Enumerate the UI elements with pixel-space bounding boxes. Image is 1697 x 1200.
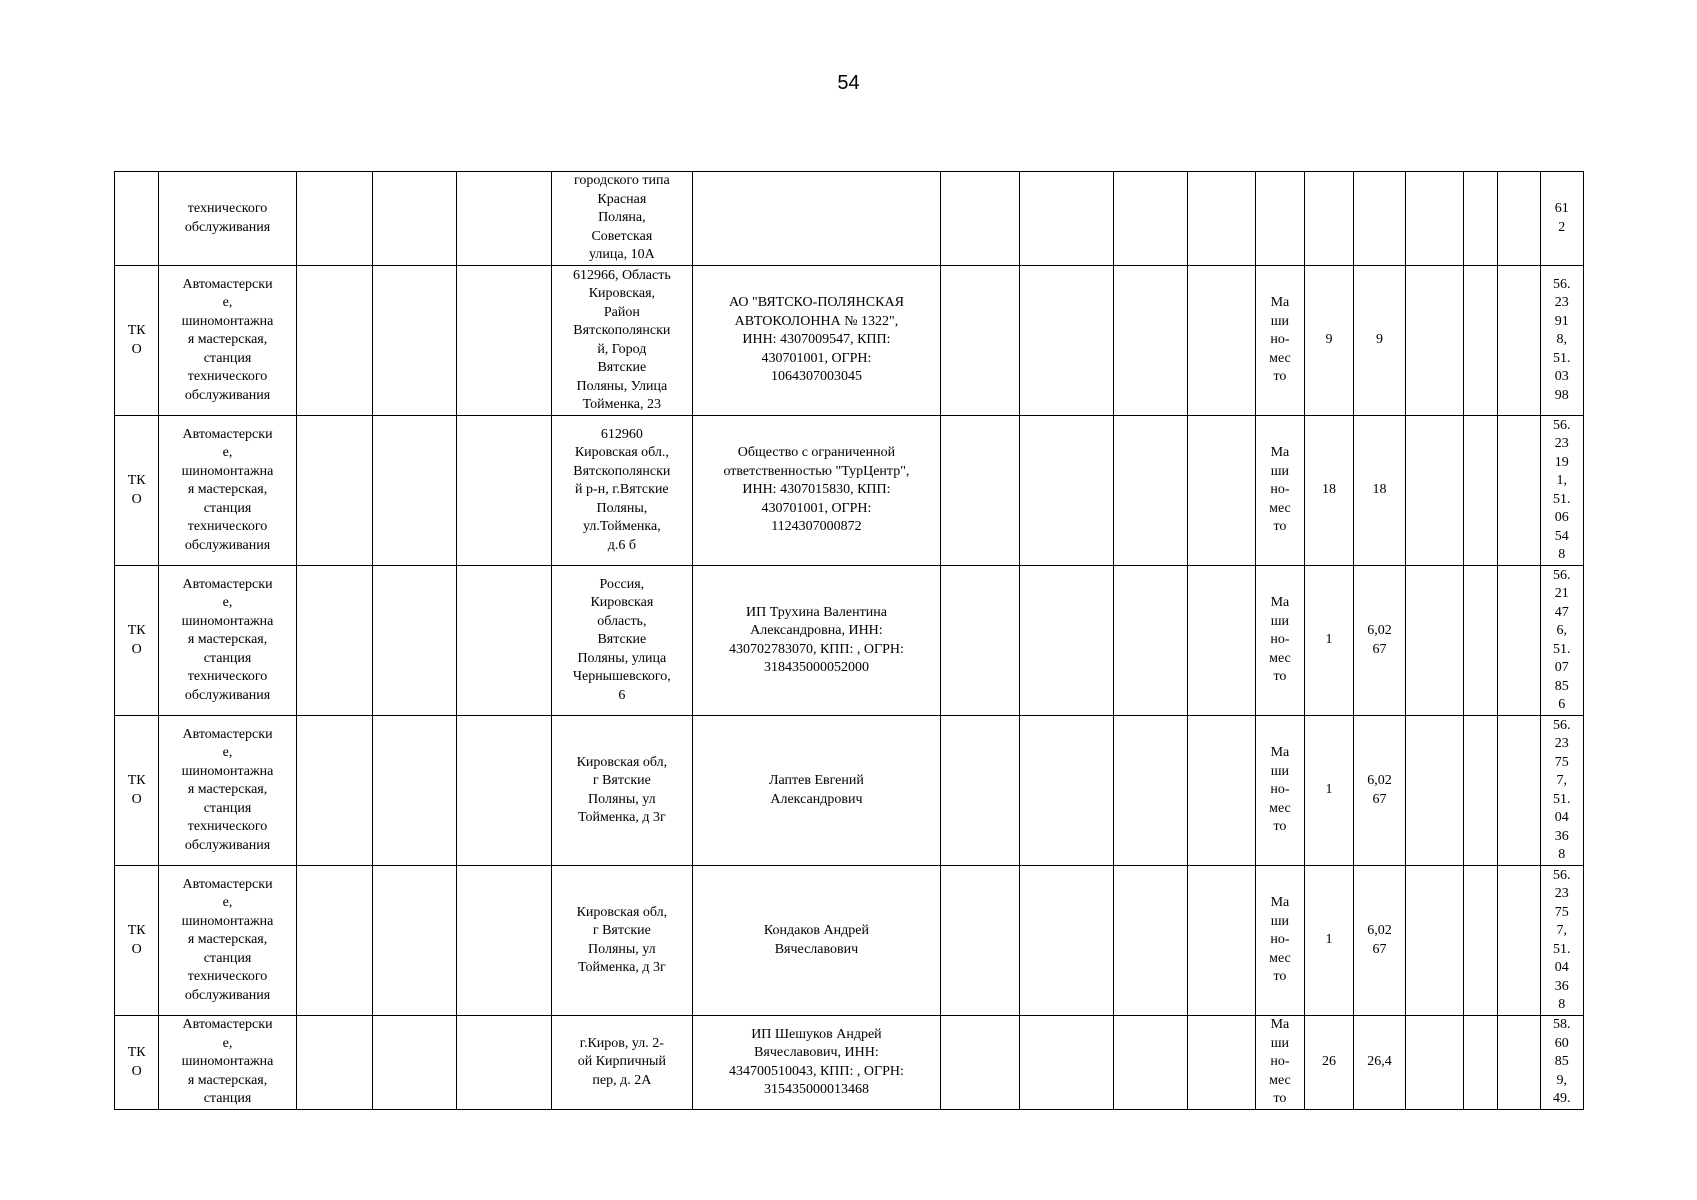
- unit-cell: Ма ши но- мес то: [1255, 866, 1305, 1016]
- coordinates-cell: 56. 21 47 6, 51. 07 85 6: [1540, 566, 1583, 716]
- address-cell: 612966, Область Кировская, Район Вятскополянски й, Город Вятские Поляны, Улица Тойменка, 23: [551, 266, 692, 416]
- empty-cell: [1187, 416, 1255, 566]
- count-cell: 1: [1305, 866, 1354, 1016]
- coordinates-cell: 56. 23 91 8, 51. 03 98: [1540, 266, 1583, 416]
- empty-cell: [1464, 1016, 1498, 1110]
- value-cell: 6,02 67: [1353, 716, 1406, 866]
- organization-cell: ИП Трухина Валентина Александровна, ИНН: 430702783070, КПП: , ОГРН: 318435000052000: [693, 566, 941, 716]
- empty-cell: [940, 1016, 1019, 1110]
- empty-cell: [1498, 172, 1540, 266]
- empty-cell: [1498, 866, 1540, 1016]
- empty-cell: [1114, 716, 1187, 866]
- object-name-cell: Автомастерски е, шиномонтажна я мастерская, станция технического обслуживания: [159, 566, 296, 716]
- empty-cell: [1406, 566, 1464, 716]
- empty-cell: [456, 266, 551, 416]
- empty-cell: [456, 1016, 551, 1110]
- empty-cell: [1187, 266, 1255, 416]
- unit-cell: Ма ши но- мес то: [1255, 566, 1305, 716]
- empty-cell: [1464, 716, 1498, 866]
- empty-cell: [373, 566, 457, 716]
- organization-cell: Кондаков Андрей Вячеславович: [693, 866, 941, 1016]
- empty-cell: [1020, 566, 1114, 716]
- unit-cell: Ма ши но- мес то: [1255, 1016, 1305, 1110]
- empty-cell: [296, 866, 372, 1016]
- empty-cell: [1187, 866, 1255, 1016]
- value-cell: 18: [1353, 416, 1406, 566]
- address-cell: 612960 Кировская обл., Вятскополянски й р-н, г.Вятские Поляны, ул.Тойменка, д.6 б: [551, 416, 692, 566]
- count-cell: 18: [1305, 416, 1354, 566]
- waste-type-cell: ТК О: [115, 716, 159, 866]
- empty-cell: [296, 1016, 372, 1110]
- coordinates-cell: 56. 23 75 7, 51. 04 36 8: [1540, 716, 1583, 866]
- empty-cell: [1114, 172, 1187, 266]
- table-row: [115, 172, 1584, 266]
- object-name-cell: Автомастерски е, шиномонтажна я мастерская, станция технического обслуживания: [159, 866, 296, 1016]
- organization-cell: ИП Шешуков Андрей Вячеславович, ИНН: 434700510043, КПП: , ОГРН: 315435000013468: [693, 1016, 941, 1110]
- table-row: [115, 266, 1584, 416]
- empty-cell: [296, 416, 372, 566]
- empty-cell: [373, 1016, 457, 1110]
- empty-cell: [1464, 866, 1498, 1016]
- empty-cell: [940, 866, 1019, 1016]
- empty-cell: [1406, 716, 1464, 866]
- coordinates-cell: 58. 60 85 9, 49.: [1540, 1016, 1583, 1110]
- unit-cell: Ма ши но- мес то: [1255, 266, 1305, 416]
- table-row: [115, 566, 1584, 716]
- empty-cell: [1406, 866, 1464, 1016]
- empty-cell: [1464, 416, 1498, 566]
- organization-cell: Лаптев Евгений Александрович: [693, 716, 941, 866]
- organization-cell: Общество с ограниченной ответственностью "ТурЦентр", ИНН: 4307015830, КПП: 430701001, ОГРН: 1124307000872: [693, 416, 941, 566]
- empty-cell: [1114, 1016, 1187, 1110]
- empty-cell: [296, 566, 372, 716]
- organization-cell: [693, 172, 941, 266]
- empty-cell: [456, 566, 551, 716]
- count-cell: 1: [1305, 716, 1354, 866]
- unit-cell: Ма ши но- мес то: [1255, 416, 1305, 566]
- empty-cell: [373, 716, 457, 866]
- empty-cell: [373, 266, 457, 416]
- empty-cell: [296, 266, 372, 416]
- empty-cell: [1498, 566, 1540, 716]
- empty-cell: [1406, 416, 1464, 566]
- empty-cell: [940, 172, 1019, 266]
- empty-cell: [1187, 172, 1255, 266]
- empty-cell: [373, 866, 457, 1016]
- table-row: [115, 416, 1584, 566]
- empty-cell: [456, 716, 551, 866]
- address-cell: Россия, Кировская область, Вятские Поляны, улица Чернышевского, 6: [551, 566, 692, 716]
- page-number: 54: [837, 72, 860, 94]
- empty-cell: [1464, 172, 1498, 266]
- unit-cell: Ма ши но- мес то: [1255, 716, 1305, 866]
- table-row: [115, 1016, 1584, 1110]
- value-cell: 6,02 67: [1353, 866, 1406, 1016]
- empty-cell: [1114, 416, 1187, 566]
- organization-cell: АО "ВЯТСКО-ПОЛЯНСКАЯ АВТОКОЛОННА № 1322", ИНН: 4307009547, КПП: 430701001, ОГРН: 1064307003045: [693, 266, 941, 416]
- empty-cell: [373, 416, 457, 566]
- empty-cell: [940, 716, 1019, 866]
- object-name-cell: Автомастерски е, шиномонтажна я мастерская, станция технического обслуживания: [159, 416, 296, 566]
- address-cell: Кировская обл, г Вятские Поляны, ул Тойменка, д 3г: [551, 866, 692, 1016]
- empty-cell: [1114, 866, 1187, 1016]
- table-row: [115, 716, 1584, 866]
- empty-cell: [1464, 566, 1498, 716]
- value-cell: 6,02 67: [1353, 566, 1406, 716]
- register-table: [114, 171, 1584, 1110]
- empty-cell: [1464, 266, 1498, 416]
- empty-cell: [456, 172, 551, 266]
- empty-cell: [1020, 866, 1114, 1016]
- empty-cell: [1187, 1016, 1255, 1110]
- empty-cell: [1020, 172, 1114, 266]
- object-name-cell: Автомастерски е, шиномонтажна я мастерская, станция технического обслуживания: [159, 266, 296, 416]
- coordinates-cell: 56. 23 19 1, 51. 06 54 8: [1540, 416, 1583, 566]
- empty-cell: [1498, 416, 1540, 566]
- empty-cell: [940, 416, 1019, 566]
- empty-cell: [1187, 716, 1255, 866]
- waste-type-cell: ТК О: [115, 566, 159, 716]
- empty-cell: [1498, 1016, 1540, 1110]
- empty-cell: [940, 566, 1019, 716]
- waste-type-cell: ТК О: [115, 266, 159, 416]
- object-name-cell: технического обслуживания: [159, 172, 296, 266]
- empty-cell: [1406, 266, 1464, 416]
- empty-cell: [1406, 1016, 1464, 1110]
- address-cell: городского типа Красная Поляна, Советская улица, 10А: [551, 172, 692, 266]
- empty-cell: [296, 172, 372, 266]
- empty-cell: [456, 866, 551, 1016]
- object-name-cell: Автомастерски е, шиномонтажна я мастерская, станция: [159, 1016, 296, 1110]
- empty-cell: [456, 416, 551, 566]
- empty-cell: [1187, 566, 1255, 716]
- empty-cell: [1020, 416, 1114, 566]
- empty-cell: [1498, 266, 1540, 416]
- value-cell: 26,4: [1353, 1016, 1406, 1110]
- waste-type-cell: ТК О: [115, 866, 159, 1016]
- waste-type-cell: ТК О: [115, 416, 159, 566]
- table-row: [115, 866, 1584, 1016]
- coordinates-cell: 56. 23 75 7, 51. 04 36 8: [1540, 866, 1583, 1016]
- table-body: [115, 172, 1584, 1110]
- empty-cell: [373, 172, 457, 266]
- count-cell: 26: [1305, 1016, 1354, 1110]
- empty-cell: [1406, 172, 1464, 266]
- value-cell: 9: [1353, 266, 1406, 416]
- unit-cell: [1255, 172, 1305, 266]
- waste-type-cell: [115, 172, 159, 266]
- empty-cell: [1114, 266, 1187, 416]
- coordinates-cell: 61 2: [1540, 172, 1583, 266]
- empty-cell: [1020, 1016, 1114, 1110]
- count-cell: 9: [1305, 266, 1354, 416]
- count-cell: [1305, 172, 1354, 266]
- address-cell: Кировская обл, г Вятские Поляны, ул Тойменка, д 3г: [551, 716, 692, 866]
- value-cell: [1353, 172, 1406, 266]
- empty-cell: [1020, 266, 1114, 416]
- empty-cell: [296, 716, 372, 866]
- waste-type-cell: ТК О: [115, 1016, 159, 1110]
- count-cell: 1: [1305, 566, 1354, 716]
- empty-cell: [1498, 716, 1540, 866]
- object-name-cell: Автомастерски е, шиномонтажна я мастерская, станция технического обслуживания: [159, 716, 296, 866]
- address-cell: г.Киров, ул. 2- ой Кирпичный пер, д. 2А: [551, 1016, 692, 1110]
- empty-cell: [1020, 716, 1114, 866]
- empty-cell: [940, 266, 1019, 416]
- empty-cell: [1114, 566, 1187, 716]
